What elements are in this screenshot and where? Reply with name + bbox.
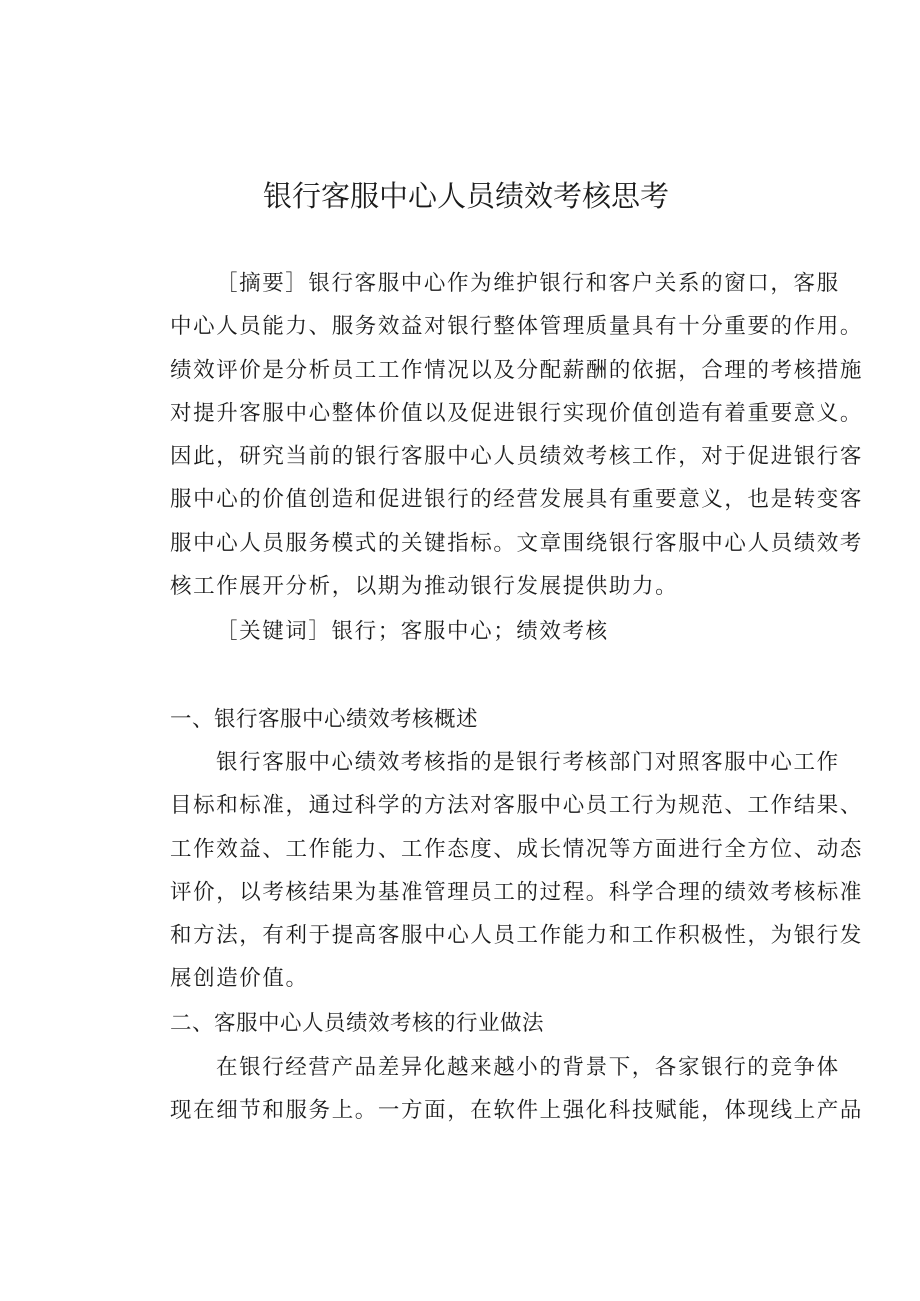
abstract-line: 因此，研究当前的银行客服中心人员绩效考核工作，对于促进银行客 [170, 444, 864, 470]
document-title: 银行客服中心人员绩效考核思考 [262, 179, 669, 213]
section-1-line: 目标和标准，通过科学的方法对客服中心员工行为规范、工作结果、 [170, 793, 864, 819]
section-2-heading: 二、客服中心人员绩效考核的行业做法 [170, 1011, 545, 1036]
abstract-line: 中心人员能力、服务效益对银行整体管理质量具有十分重要的作用。 [170, 314, 864, 340]
abstract-line: 服中心人员服务模式的关键指标。文章围绕银行客服中心人员绩效考 [170, 530, 864, 556]
section-1-line: 银行客服中心绩效考核指的是银行考核部门对照客服中心工作 [216, 750, 840, 775]
abstract-line: 对提升客服中心整体价值以及促进银行实现价值创造有着重要意义。 [170, 400, 864, 426]
abstract-paragraph [124, 262, 864, 608]
section-1-line: 评价，以考核结果为基准管理员工的过程。科学合理的绩效考核标准 [170, 879, 864, 905]
abstract-line: 核工作展开分析，以期为推动银行发展提供助力。 [170, 574, 679, 600]
abstract-line: 服中心的价值创造和促进银行的经营发展具有重要意义，也是转变客 [170, 487, 864, 513]
abstract-line: ［摘要］银行客服中心作为维护银行和客户关系的窗口，客服 [216, 271, 840, 296]
section-1-line: 工作效益、工作能力、工作态度、成长情况等方面进行全方位、动态 [170, 836, 864, 862]
section-1-heading: 一、银行客服中心绩效考核概述 [170, 707, 479, 732]
section-2-line: 现在细节和服务上。一方面，在软件上强化科技赋能，体现线上产品 [170, 1098, 864, 1124]
section-2-paragraph [124, 1046, 864, 1133]
section-1-paragraph [124, 741, 864, 1001]
section-1-line: 和方法，有利于提高客服中心人员工作能力和工作积极性，为银行发 [170, 923, 864, 949]
keywords-paragraph [124, 610, 808, 653]
section-1-line: 展创造价值。 [170, 966, 309, 992]
keywords-line: ［关键词］银行；客服中心；绩效考核 [216, 619, 609, 644]
section-2-line: 在银行经营产品差异化越来越小的背景下，各家银行的竞争体 [216, 1055, 840, 1080]
abstract-line: 绩效评价是分析员工工作情况以及分配薪酬的依据，合理的考核措施 [170, 357, 864, 383]
